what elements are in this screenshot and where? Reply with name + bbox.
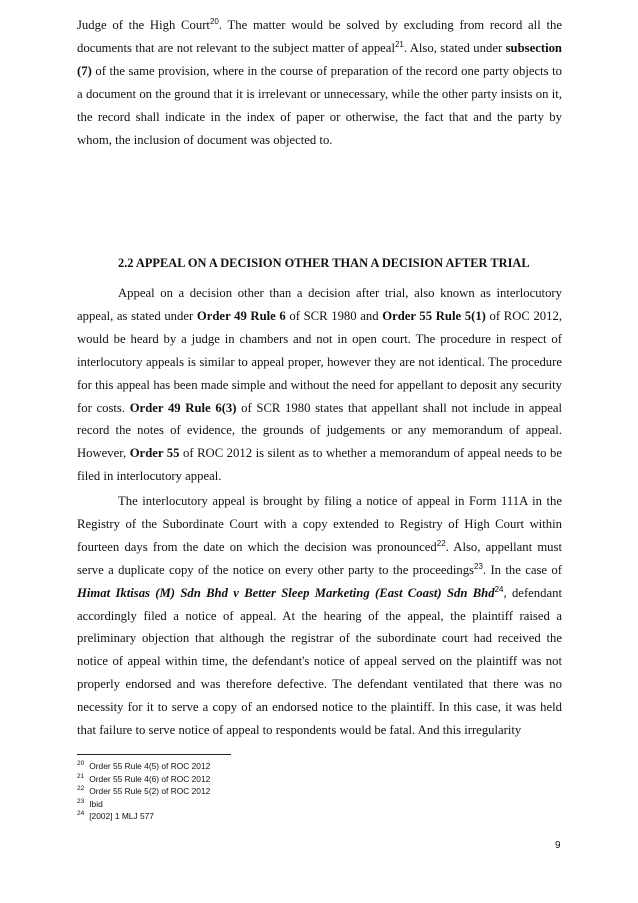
footnote-number: 21 — [77, 772, 85, 780]
footnote-ref-24[interactable]: 24 — [494, 584, 504, 594]
bold-reference: subsection (7) — [77, 40, 562, 78]
text-run: The interlocutory appeal is brought by filing a notice of appeal in Form 111A in the Registry of the Subordinate Court with a copy extended to Registry of High Court within fourteen days from the date on which the decision was pronounced — [77, 494, 562, 554]
text-run: , defendant accordingly filed a notice of appeal. At the hearing of the appeal, the plaintiff raised a preliminary objection that although the registrar of the subordinate court had received the notice of appeal within time, the defendant's notice of appeal served on the plaintiff was not properly endorsed and was therefore defective. The defendant ventilated that there was no necessity for it to serve a copy of an endorsed notice to the plaintiff. In this case, it was held that failure to serve notice of appeal to respondents would be fatal. And this irregularity — [77, 585, 562, 738]
bold-reference: Order 49 Rule 6 — [196, 308, 286, 323]
footnote-item — [77, 760, 210, 773]
text-run: of ROC 2012 is silent as to whether a memorandum of appeal needs to be filed in interlocutory appeal. — [77, 446, 562, 484]
text-run: Judge of the High Court — [77, 18, 210, 32]
case-citation: Himat Iktisas (M) Sdn Bhd v Better Sleep Marketing (East Coast) Sdn Bhd — [77, 585, 495, 600]
paragraph-1 — [77, 14, 562, 151]
text-run: . In the case of — [482, 562, 562, 577]
footnote-ref-22[interactable]: 22 — [436, 538, 446, 548]
section-heading: 2.2 APPEAL ON A DECISION OTHER THAN A DECISION AFTER TRIAL — [118, 256, 530, 270]
footnote-item — [77, 773, 210, 786]
footnote-ref-23[interactable]: 23 — [474, 561, 483, 571]
text-run: Appeal on a decision other than a decision after trial, also known as interlocutory appeal, as stated under — [77, 286, 562, 323]
paragraph-3 — [77, 490, 562, 742]
footnote-text: Ibid — [89, 798, 103, 809]
footnote-ref-20[interactable]: 20 — [209, 16, 219, 26]
bold-reference: Order 55 — [129, 446, 180, 461]
footnote-number: 23 — [77, 797, 85, 805]
text-run: of SCR 1980 states that appellant shall not include in appeal record the notes of evidence, the grounds of judgements or any memorandum of appeal. However, — [77, 400, 563, 461]
bold-reference: Order 55 Rule 5(1) — [382, 308, 486, 323]
footnote-text: Order 55 Rule 4(5) of ROC 2012 — [89, 761, 211, 771]
footnote-divider — [77, 754, 231, 755]
footnote-item — [77, 785, 210, 798]
footnote-text: [2002] 1 MLJ 577 — [89, 811, 154, 821]
paragraph-2 — [77, 282, 562, 488]
footnote-item — [77, 798, 210, 811]
footnote-number: 22 — [77, 785, 85, 793]
text-run: . Also, stated under — [403, 40, 506, 55]
footnote-item — [77, 810, 210, 823]
footnote-number: 20 — [77, 760, 85, 768]
footnote-ref-21[interactable]: 21 — [394, 39, 404, 49]
text-run: . Also, appellant must serve a duplicate copy of the notice on every other party to the proceedings — [77, 539, 562, 577]
footnote-number: 24 — [77, 810, 85, 818]
page-number: 9 — [555, 840, 561, 851]
text-run: of ROC 2012, would be heard by a judge in chambers and not in open court. The procedure in respect of interlocutory appeals is similar to appeal proper, however they are not identical. The procedure for this appeal has been made simple and without the need for appellant to deposit any security for costs. — [77, 308, 563, 415]
footnote-text: Order 55 Rule 4(6) of ROC 2012 — [89, 773, 211, 784]
text-run: . The matter would be solved by excluding from record all the documents that are not relevant to the subject matter of appeal — [77, 18, 562, 55]
bold-reference: Order 49 Rule 6(3) — [129, 400, 237, 415]
text-run: of SCR 1980 and — [285, 308, 383, 323]
footnote-list — [77, 760, 210, 823]
text-run: of the same provision, where in the course of preparation of the record one party objects to a document on the ground that it is irrelevant or unnecessary, while the other party insists on it, the record shall indicate in the index of paper or otherwise, the fact that and the party by whom, the inclusion of document was objected to. — [77, 63, 562, 147]
footnote-text: Order 55 Rule 5(2) of ROC 2012 — [89, 786, 211, 796]
